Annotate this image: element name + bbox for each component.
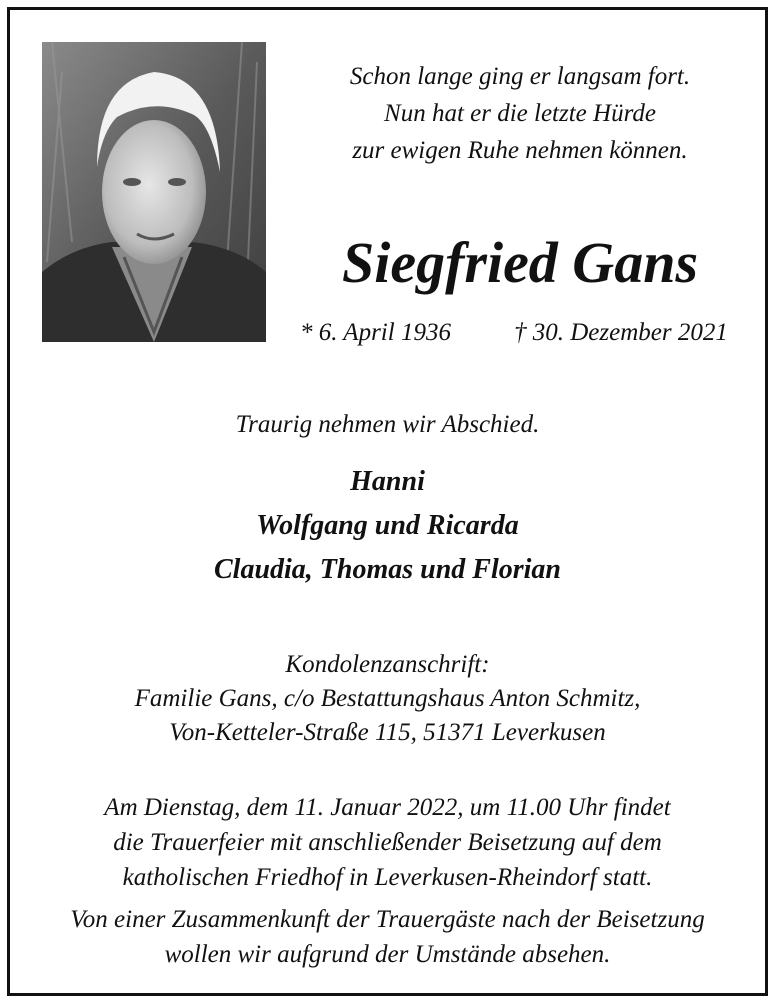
portrait-photo [42, 42, 266, 342]
gathering-line: wollen wir aufgrund der Umstände absehen. [164, 941, 611, 968]
family-line: Wolfgang und Ricarda [256, 510, 519, 541]
farewell-text: Traurig nehmen wir Abschied. [235, 411, 540, 438]
ceremony-line: Am Dienstag, dem 11. Januar 2022, um 11.00 Uhr findet [104, 794, 671, 821]
poem-line: Schon lange ging er langsam fort. [349, 63, 691, 90]
ceremony-info [0, 790, 775, 895]
gathering-line: Von einer Zusammenkunft der Trauergäste nach der Beisetzung [70, 906, 705, 933]
condolence-line: Familie Gans, c/o Bestattungshaus Anton Schmitz, [134, 685, 641, 712]
birth-date: * 6. April 1936 [300, 319, 451, 346]
family-line: Hanni [350, 466, 425, 497]
portrait-illustration [42, 42, 266, 342]
poem-line: zur ewigen Ruhe nehmen können. [352, 137, 688, 164]
condolence-address [0, 648, 775, 750]
gathering-note [0, 902, 775, 972]
poem-line: Nun hat er die letzte Hürde [384, 100, 656, 127]
deceased-name: Siegfried Gans [341, 230, 699, 295]
condolence-line: Von-Ketteler-Straße 115, 51371 Leverkusen [169, 719, 606, 746]
condolence-line: Kondolenzanschrift: [285, 651, 490, 678]
death-date: † 30. Dezember 2021 [514, 319, 728, 346]
poem [290, 58, 750, 169]
ceremony-line: katholischen Friedhof in Leverkusen-Rheindorf statt. [122, 864, 653, 891]
family-names [0, 460, 775, 592]
family-line: Claudia, Thomas und Florian [213, 554, 561, 585]
ceremony-line: die Trauerfeier mit anschließender Beisetzung auf dem [113, 829, 662, 856]
